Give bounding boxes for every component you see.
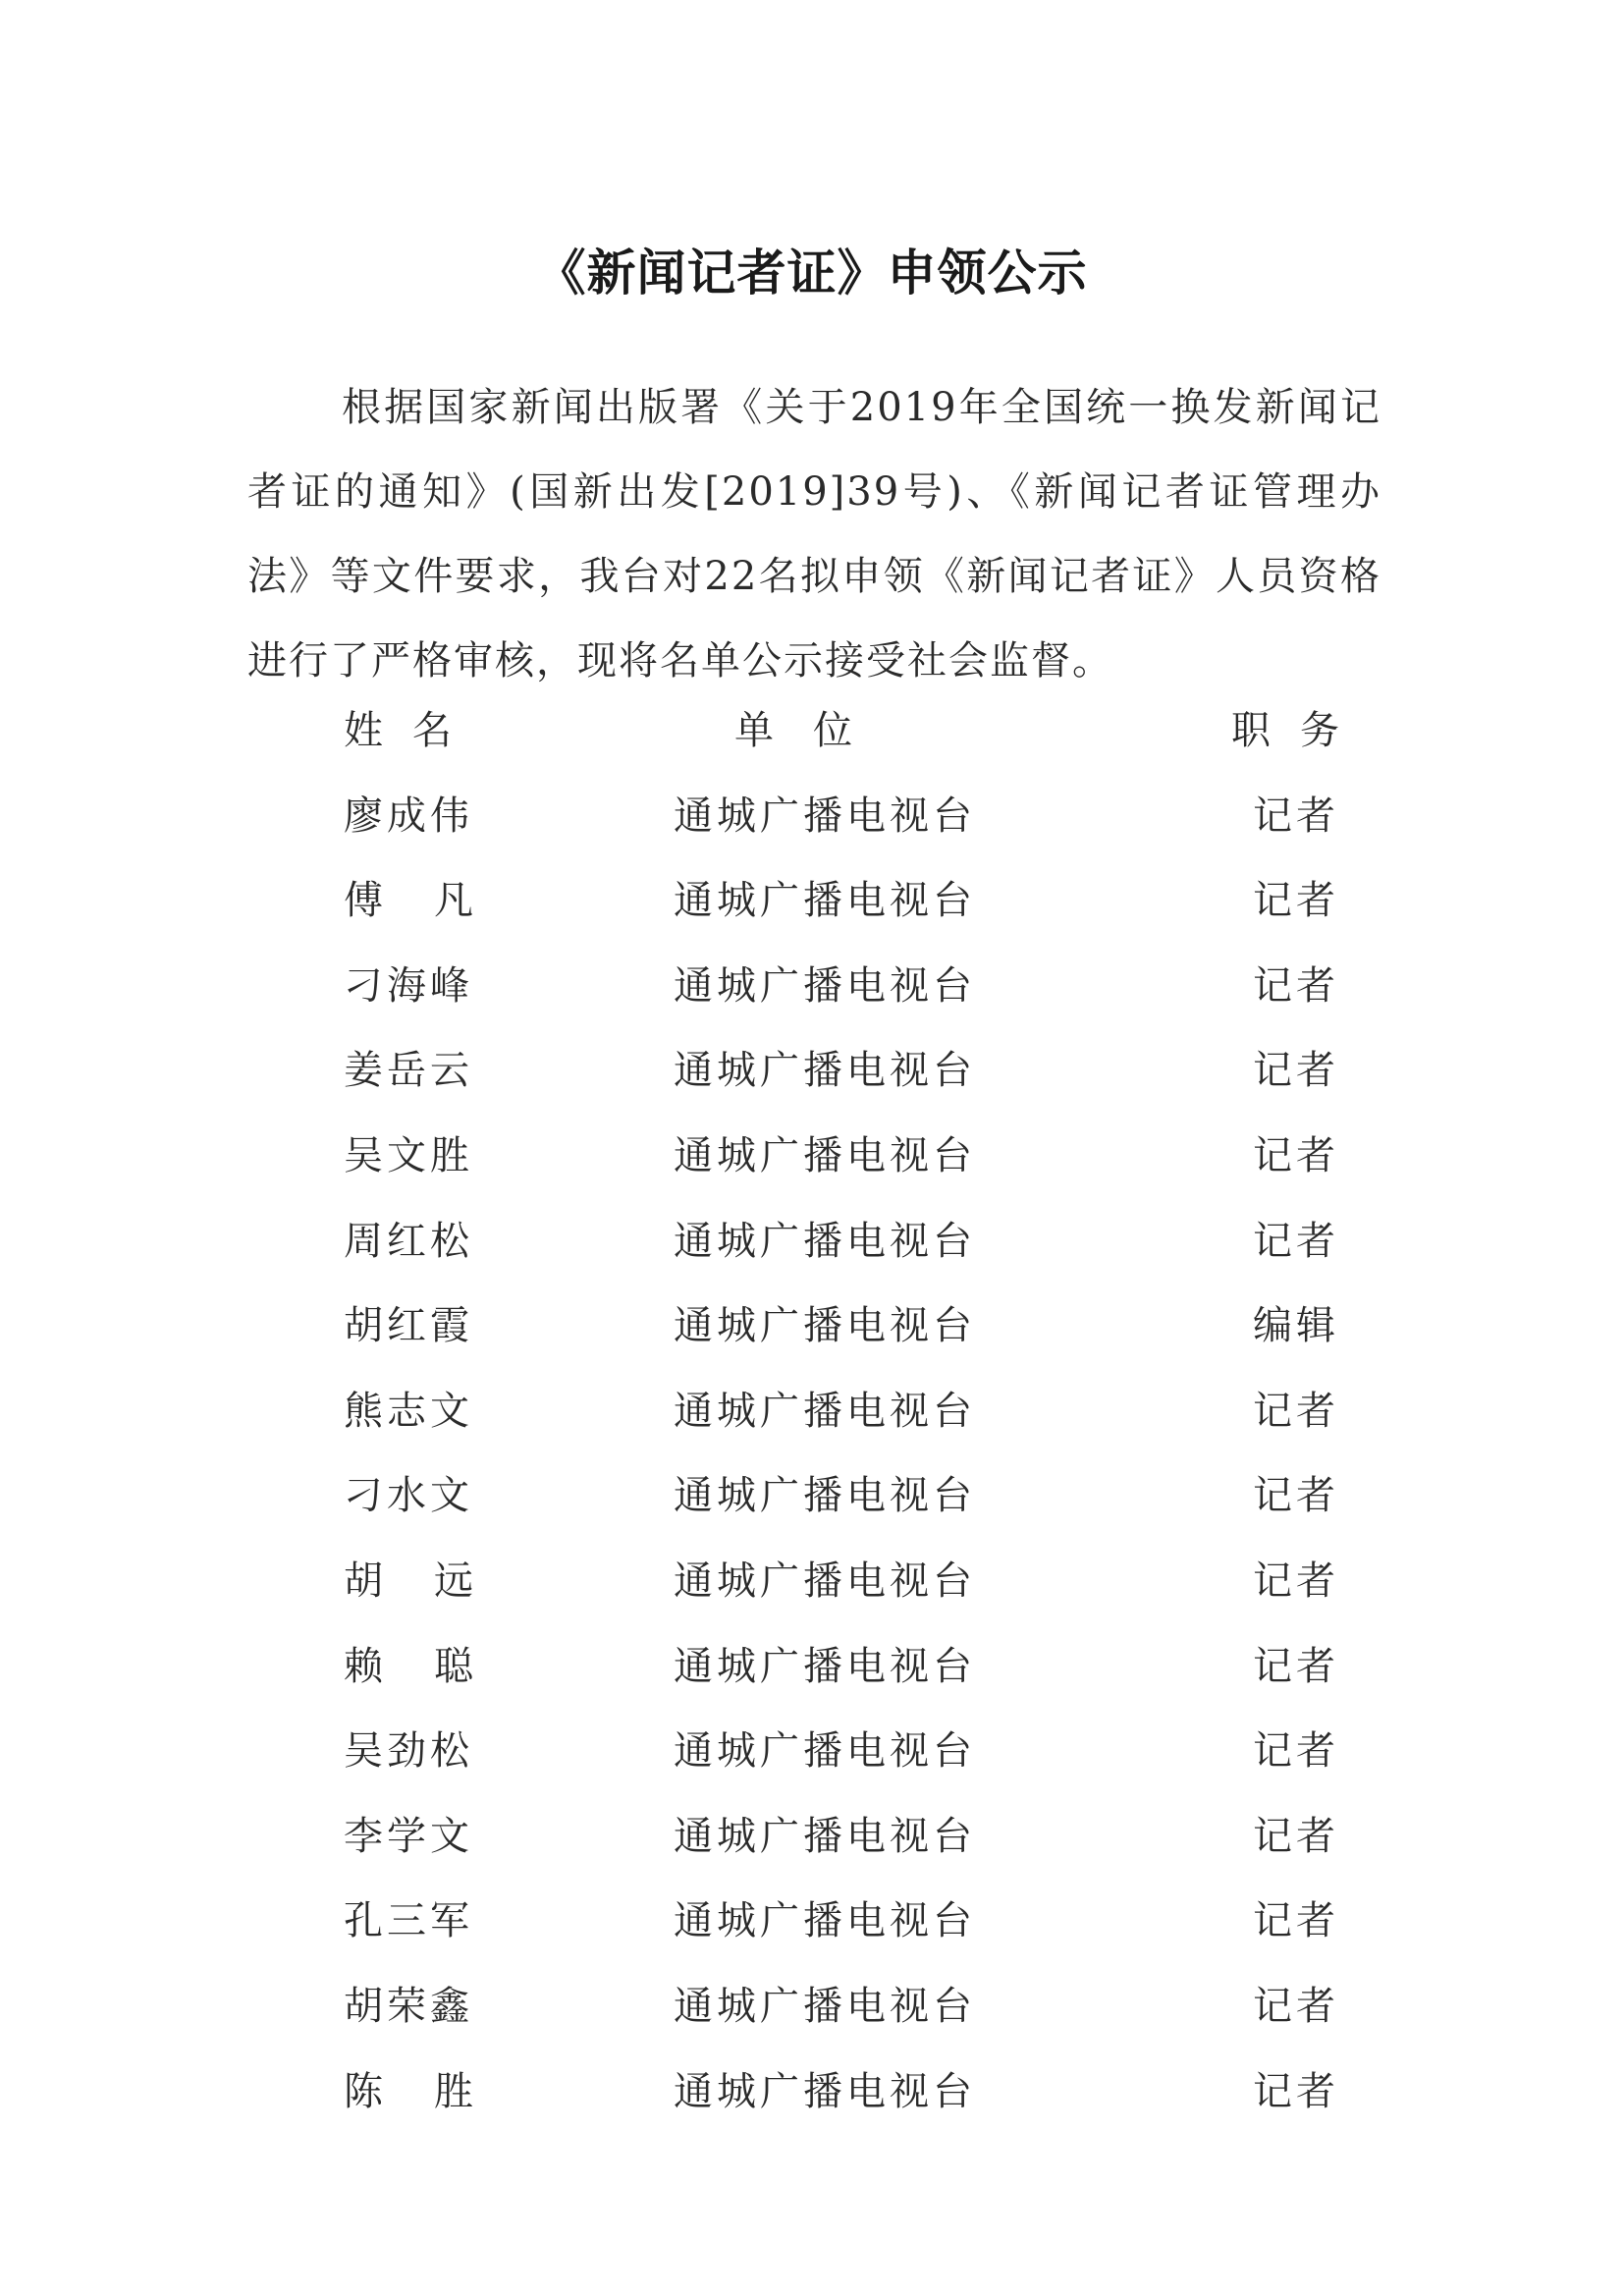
row-name: 陈胜 — [344, 2068, 524, 2114]
row-name: 刁海峰 — [344, 962, 473, 1009]
table-row — [0, 785, 1624, 870]
row-unit: 通城广播电视台 — [674, 1473, 976, 1519]
row-position: 记者 — [1253, 1218, 1339, 1264]
row-unit: 通城广播电视台 — [674, 878, 976, 924]
row-name: 孔三军 — [344, 1898, 473, 1944]
table-header — [0, 699, 1624, 785]
row-name: 吴劲松 — [344, 1728, 473, 1775]
table-row — [0, 1464, 1624, 1550]
table-row — [0, 1550, 1624, 1635]
row-position: 记者 — [1253, 2068, 1339, 2114]
row-name: 姜岳云 — [344, 1048, 473, 1094]
row-position: 记者 — [1253, 1048, 1339, 1094]
row-position: 编辑 — [1253, 1303, 1339, 1349]
row-unit: 通城广播电视台 — [674, 1898, 976, 1944]
table-row — [0, 2060, 1624, 2146]
row-position: 记者 — [1253, 1643, 1339, 1689]
row-name: 胡远 — [344, 1558, 524, 1604]
row-name: 吴文胜 — [344, 1132, 473, 1178]
row-unit: 通城广播电视台 — [674, 2068, 976, 2114]
page-title: 《新闻记者证》申领公示 — [536, 245, 1088, 301]
table-row — [0, 1210, 1624, 1295]
row-name: 赖聪 — [344, 1643, 524, 1689]
row-name: 胡荣鑫 — [344, 1983, 473, 2029]
table-row — [0, 1805, 1624, 1890]
table-row — [0, 1635, 1624, 1721]
row-unit: 通城广播电视台 — [674, 1983, 976, 2029]
row-position: 记者 — [1253, 962, 1339, 1009]
table-row — [0, 1380, 1624, 1465]
row-unit: 通城广播电视台 — [674, 1388, 976, 1434]
table-row — [0, 1294, 1624, 1380]
table-row — [0, 1889, 1624, 1975]
row-name: 傅凡 — [344, 878, 524, 924]
table-row — [0, 1039, 1624, 1124]
row-position: 记者 — [1253, 1728, 1339, 1775]
row-position: 记者 — [1253, 793, 1339, 839]
row-unit: 通城广播电视台 — [674, 1643, 976, 1689]
table-row — [0, 1720, 1624, 1805]
table-row — [0, 1975, 1624, 2060]
row-position: 记者 — [1253, 1473, 1339, 1519]
row-position: 记者 — [1253, 1813, 1339, 1859]
row-unit: 通城广播电视台 — [674, 793, 976, 839]
row-name: 廖成伟 — [344, 793, 473, 839]
intro-paragraph: 根据国家新闻出版署《关于2019年全国统一换发新闻记者证的通知》(国新出发[2019]39号)、《新闻记者证管理办法》等文件要求，我台对22名拟申领《新闻记者证》人员资格进行了严格审核，现将名单公示接受社会监督。 — [247, 385, 1381, 683]
row-name: 胡红霞 — [344, 1303, 473, 1349]
row-unit: 通城广播电视台 — [674, 1218, 976, 1264]
row-position: 记者 — [1253, 1132, 1339, 1178]
row-position: 记者 — [1253, 878, 1339, 924]
row-unit: 通城广播电视台 — [674, 1558, 976, 1604]
row-unit: 通城广播电视台 — [674, 1132, 976, 1178]
row-name: 李学文 — [344, 1813, 473, 1859]
header-position: 职务 — [1231, 708, 1369, 753]
row-unit: 通城广播电视台 — [674, 1813, 976, 1859]
row-position: 记者 — [1253, 1898, 1339, 1944]
row-position: 记者 — [1253, 1558, 1339, 1604]
row-unit: 通城广播电视台 — [674, 1048, 976, 1094]
table-row — [0, 1124, 1624, 1210]
row-unit: 通城广播电视台 — [674, 1303, 976, 1349]
row-name: 周红松 — [344, 1218, 473, 1264]
header-name: 姓名 — [344, 708, 481, 753]
header-unit: 单位 — [734, 708, 892, 753]
roster-table — [0, 699, 1624, 2145]
row-position: 记者 — [1253, 1983, 1339, 2029]
row-unit: 通城广播电视台 — [674, 1728, 976, 1775]
table-row — [0, 955, 1624, 1040]
table-row — [0, 869, 1624, 955]
row-unit: 通城广播电视台 — [674, 962, 976, 1009]
row-name: 刁水文 — [344, 1473, 473, 1519]
row-name: 熊志文 — [344, 1388, 473, 1434]
row-position: 记者 — [1253, 1388, 1339, 1434]
